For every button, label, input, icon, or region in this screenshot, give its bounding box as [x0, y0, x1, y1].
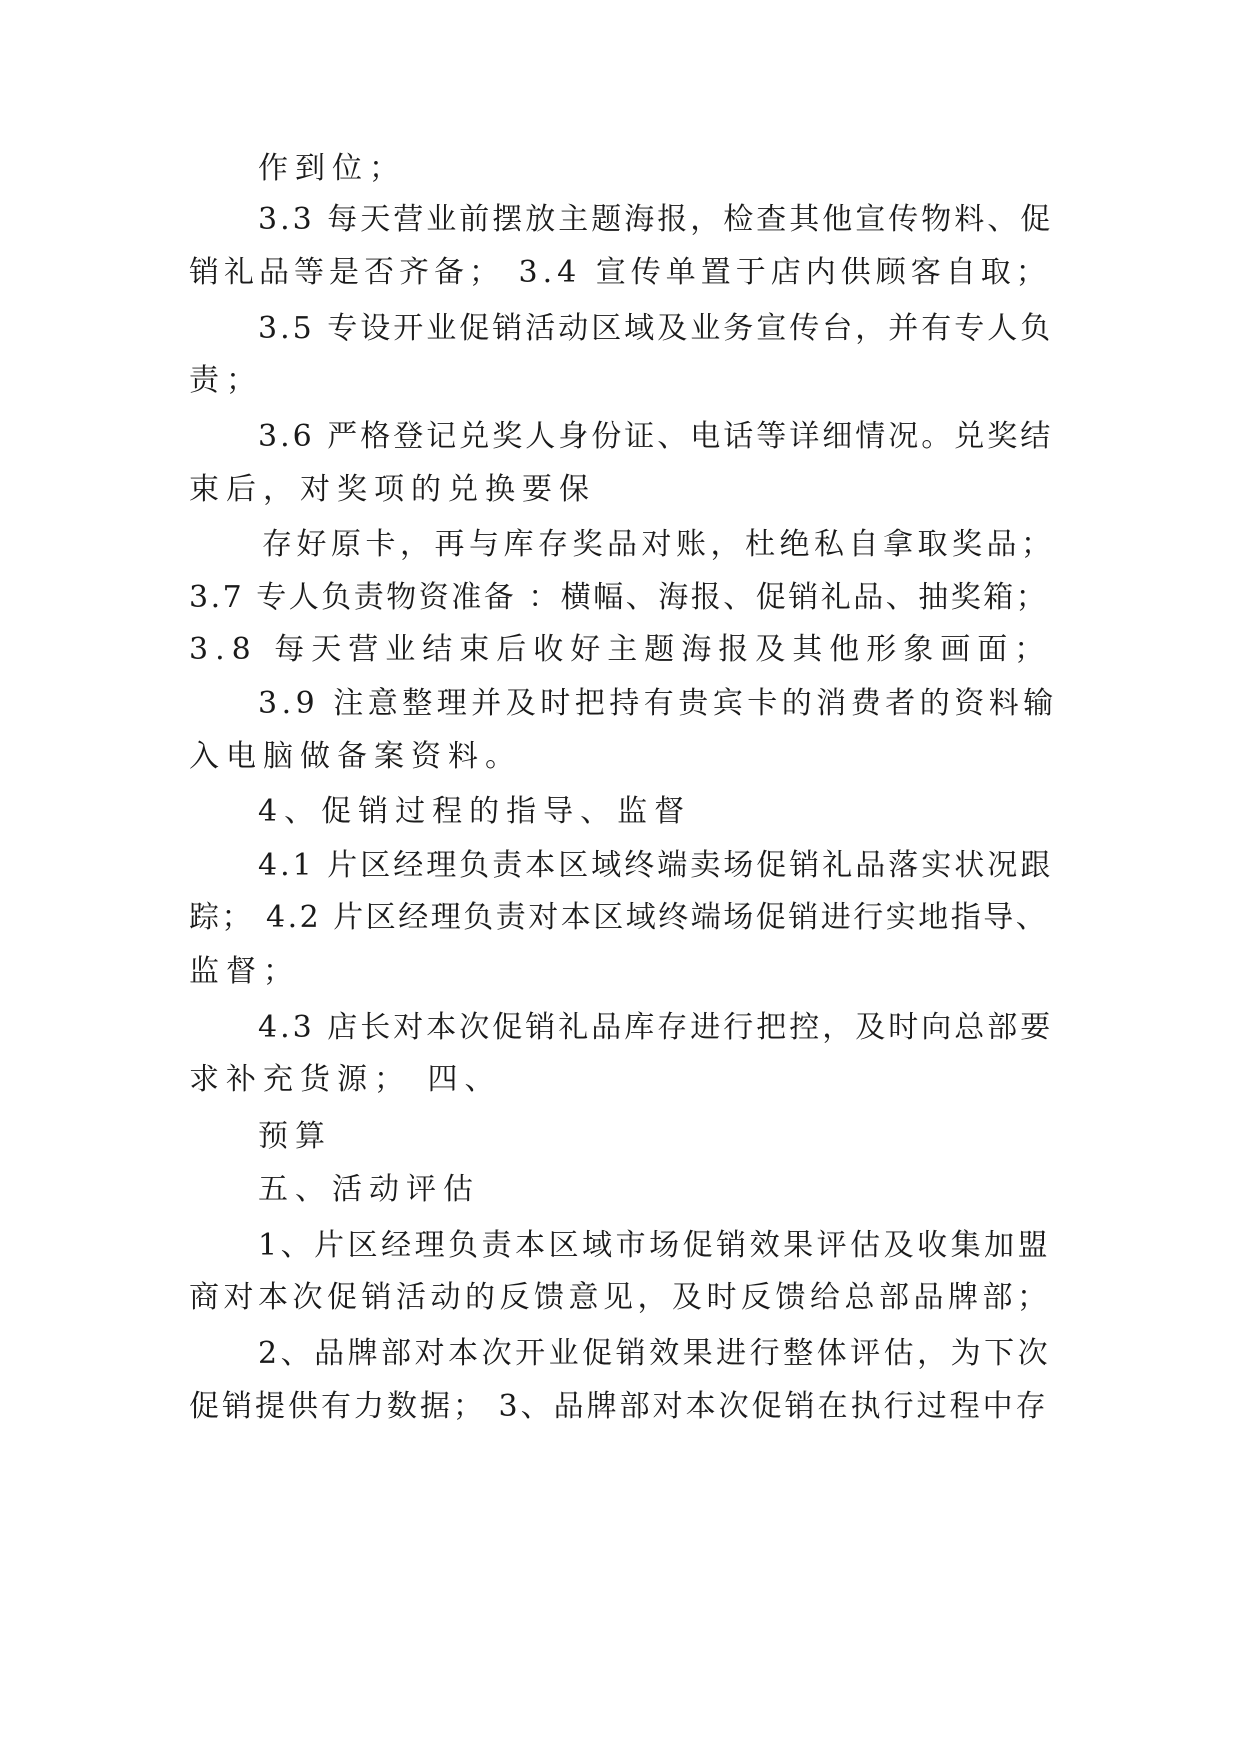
text-line-7: 束后，对奖项的兑换要保 — [189, 472, 596, 507]
text-line-19: 预算 — [258, 1119, 332, 1154]
text-line-16: 监督； — [189, 954, 300, 989]
text-line-20: 五、活动评估 — [258, 1172, 480, 1207]
text-line-1: 作到位； — [258, 151, 406, 186]
text-line-24: 促销提供有力数据； 3、品牌部对本次促销在执行过程中存 — [189, 1389, 1049, 1424]
text-line-4: 3.5 专设开业促销活动区域及业务宣传台，并有专人负 — [258, 311, 1054, 346]
text-line-15: 踪； 4.2 片区经理负责对本区域终端场促销进行实地指导、 — [189, 900, 1049, 935]
text-line-18: 求补充货源； 四、 — [189, 1062, 502, 1097]
text-line-10: 3.8 每天营业结束后收好主题海报及其他形象画面； — [189, 632, 1052, 667]
text-line-8: 存好原卡，再与库存奖品对账，杜绝私自拿取奖品； — [262, 527, 1056, 562]
text-line-13: 4、促销过程的指导、监督 — [258, 794, 692, 829]
text-line-21: 1、片区经理负责本区域市场促销效果评估及收集加盟 — [258, 1228, 1052, 1263]
text-line-9: 3.7 专人负责物资准备 ：横幅、海报、促销礼品、抽奖箱； — [189, 580, 1049, 615]
text-line-2: 3.3 每天营业前摆放主题海报，检查其他宣传物料、促 — [258, 202, 1054, 237]
text-line-5: 责； — [189, 363, 263, 398]
text-line-12: 入电脑做备案资料。 — [189, 739, 522, 774]
text-line-22: 商对本次促销活动的反馈意见，及时反馈给总部品牌部； — [189, 1280, 1052, 1315]
text-line-14: 4.1 片区经理负责本区域终端卖场促销礼品落实状况跟 — [258, 848, 1054, 883]
text-line-17: 4.3 店长对本次促销礼品库存进行把控，及时向总部要 — [258, 1010, 1054, 1045]
text-line-11: 3.9 注意整理并及时把持有贵宾卡的消费者的资料输 — [258, 686, 1058, 721]
text-line-6: 3.6 严格登记兑奖人身份证、电话等详细情况。兑奖结 — [258, 419, 1054, 454]
text-line-23: 2、品牌部对本次开业促销效果进行整体评估，为下次 — [258, 1336, 1052, 1371]
text-line-3: 销礼品等是否齐备； 3.4 宣传单置于店内供顾客自取； — [189, 255, 1051, 290]
